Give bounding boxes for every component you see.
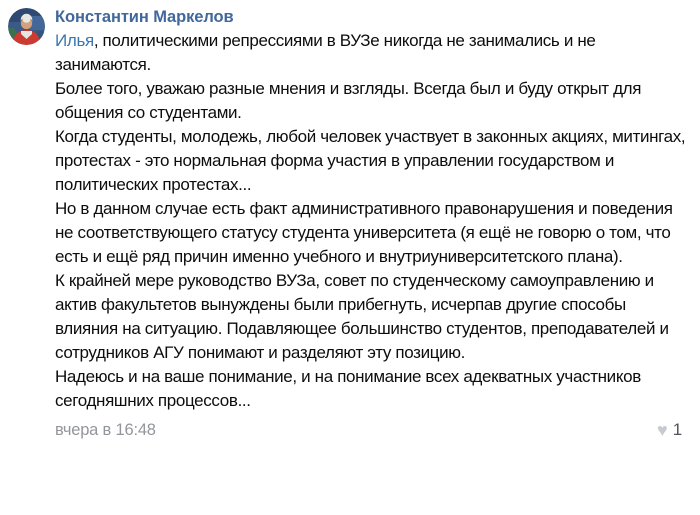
like-button[interactable] — [657, 420, 682, 440]
author-link[interactable]: Константин Маркелов — [55, 8, 234, 26]
paragraph-text: , политическими репрессиями в ВУЗе никогда не занимались и не занимаются. — [55, 31, 596, 74]
mention-link[interactable]: Илья — [55, 31, 94, 50]
heart-icon: ♥ — [657, 420, 668, 440]
comment-content — [55, 6, 694, 440]
comment-paragraph: К крайней мере руководство ВУЗа, совет по студенческому самоуправлению и актив факультетов вынуждены были прибегнуть, исчерпав другие способы влияния на ситуацию. Подавляющее большинство студентов, преподавателей и сотрудников АГУ понимают и разделяют эту позицию. — [55, 271, 669, 362]
comment-text — [55, 29, 690, 413]
timestamp-link[interactable]: вчера в 16:48 — [55, 420, 156, 439]
avatar[interactable] — [8, 8, 45, 45]
comment-paragraph: Но в данном случае есть факт административного правонарушения и поведения не соответствующего статусу студента университета (я ещё не говорю о том, что есть и ещё ряд причин именно учебного и внутриуниверситетского плана). — [55, 199, 673, 266]
like-count: 1 — [672, 420, 682, 439]
comment-paragraph — [55, 29, 690, 77]
comment-footer — [55, 420, 690, 440]
avatar-photo — [8, 8, 45, 45]
comment-paragraph: Когда студенты, молодежь, любой человек участвует в законных акциях, митингах, протестах - это нормальная форма участия в управлении государством и политических протестах... — [55, 127, 686, 194]
comment-paragraph: Надеюсь и на ваше понимание, и на понимание всех адекватных участников сегодняшних процессов... — [55, 367, 641, 410]
comment-paragraph: Более того, уважаю разные мнения и взгляды. Всегда был и буду открыт для общения со студентами. — [55, 79, 642, 122]
